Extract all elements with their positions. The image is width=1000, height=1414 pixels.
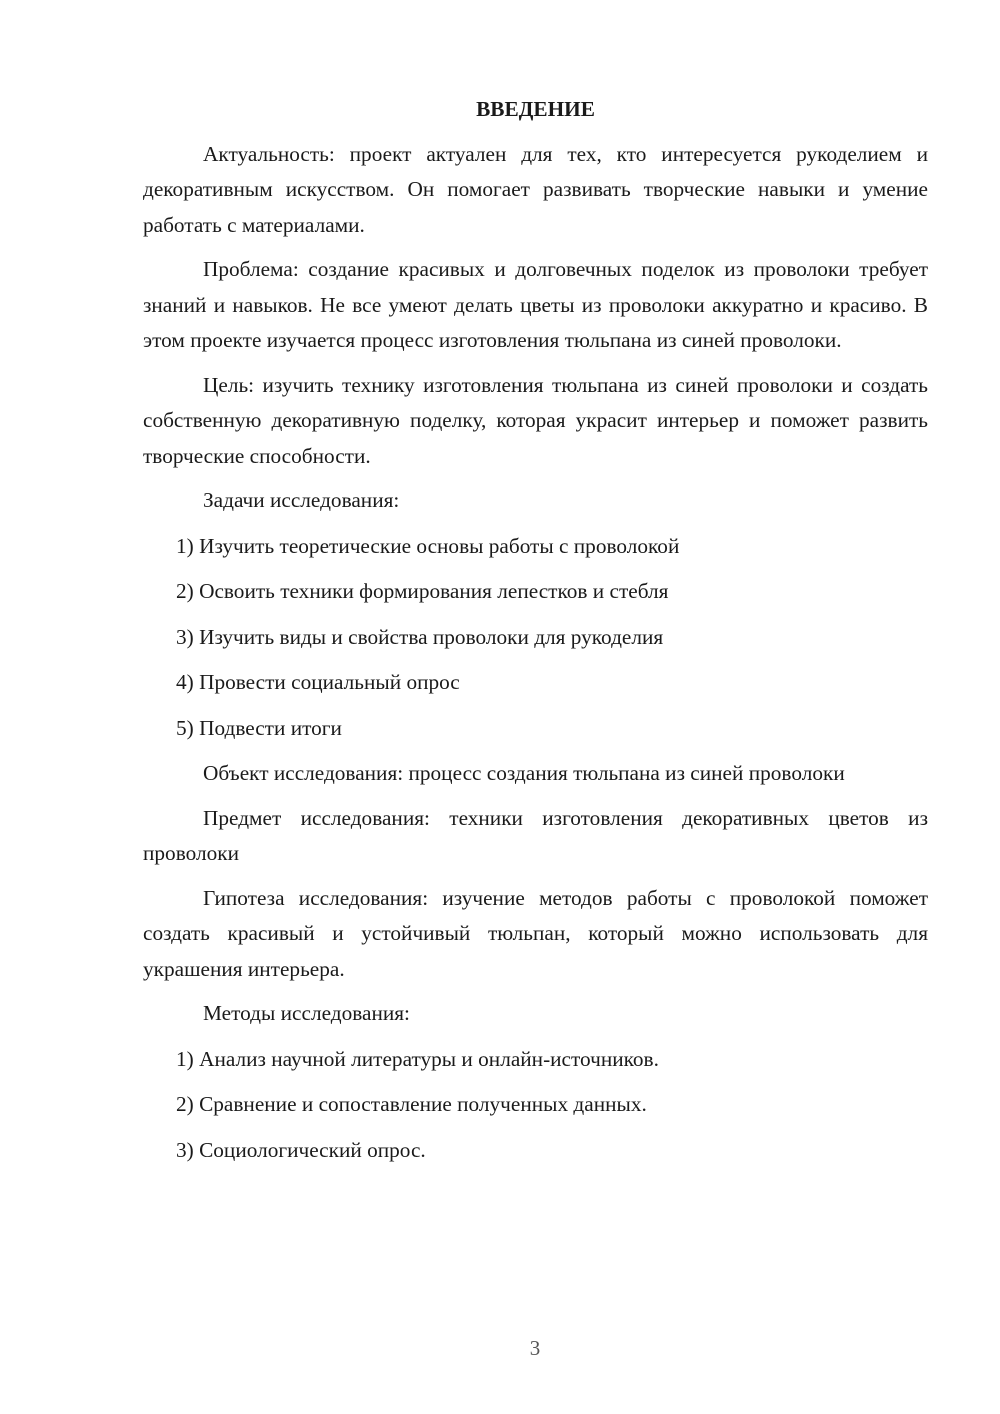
method-item: 3) Социологический опрос. bbox=[176, 1137, 426, 1162]
task-item: 1) Изучить теоретические основы работы с проволокой bbox=[176, 533, 680, 558]
methods-heading: Методы исследования: bbox=[203, 1001, 410, 1025]
problem-paragraph: Проблема: создание красивых и долговечных поделок из проволоки требует знаний и навыков. Не все умеют делать цветы из проволоки аккуратно и красиво. В этом проекте изучается процесс изготовления тюльпана из синей проволоки. bbox=[143, 257, 928, 352]
task-item: 3) Изучить виды и свойства проволоки для рукоделия bbox=[176, 624, 664, 649]
tasks-list bbox=[143, 529, 928, 747]
section-title: ВВЕДЕНИЕ bbox=[476, 97, 595, 121]
method-item: 2) Сравнение и сопоставление полученных данных. bbox=[176, 1092, 647, 1116]
methods-list bbox=[143, 1042, 928, 1169]
page-number: 3 bbox=[529, 1336, 541, 1360]
method-item: 1) Анализ научной литературы и онлайн-источников. bbox=[176, 1046, 659, 1071]
task-item: 5) Подвести итоги bbox=[176, 715, 342, 740]
goal-paragraph: Цель: изучить технику изготовления тюльпана из синей проволоки и создать собственную декоративную поделку, которая украсит интерьер и поможет развить творческие способности. bbox=[143, 372, 928, 468]
relevance-paragraph: Актуальность: проект актуален для тех, кто интересуется рукоделием и декоративным искусством. Он помогает развивать творческие навыки и умение работать с материалами. bbox=[143, 141, 928, 237]
subject-paragraph: Предмет исследования: техники изготовления декоративных цветов из проволоки bbox=[143, 805, 928, 865]
tasks-heading: Задачи исследования: bbox=[203, 488, 400, 512]
page-content bbox=[143, 92, 928, 1178]
task-item: 2) Освоить техники формирования лепестков и стебля bbox=[176, 579, 669, 603]
hypothesis-paragraph: Гипотеза исследования: изучение методов работы с проволокой поможет создать красивый и устойчивый тюльпан, который можно использовать для украшения интерьера. bbox=[143, 885, 928, 981]
task-item: 4) Провести социальный опрос bbox=[176, 670, 460, 694]
object-paragraph: Объект исследования: процесс создания тюльпана из синей проволоки bbox=[203, 761, 845, 785]
